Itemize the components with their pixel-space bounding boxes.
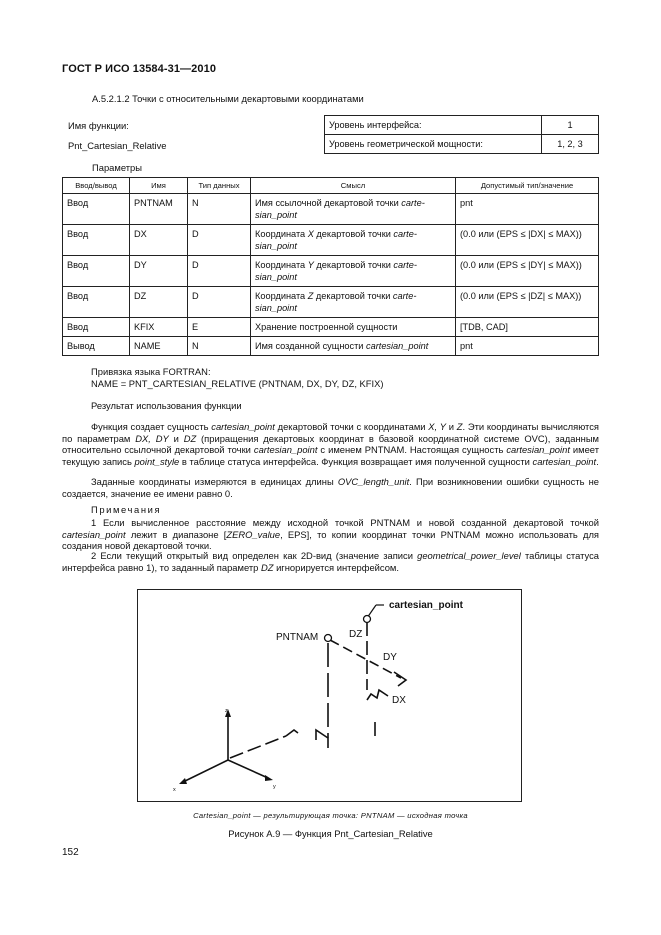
text-run: игнорируется интерфейсом. (273, 561, 399, 573)
text-run: 2 Если текущий открытый вид определен как 2D-вид (значение записи (91, 550, 418, 561)
cell-name: DZ (130, 287, 188, 318)
cell-type: N (188, 194, 251, 225)
offset-mark-1 (286, 730, 298, 736)
cell-io: Вывод (63, 337, 130, 356)
cell-allowed: pnt (456, 194, 599, 225)
italic-run: geometrical_power_level (417, 550, 521, 561)
meaning-italic: Z (307, 291, 314, 301)
cell-name: NAME (130, 337, 188, 356)
cell-allowed: (0.0 или (EPS ≤ |DY| ≤ MAX)) (456, 256, 599, 287)
label-pntnam: PNTNAM (276, 632, 319, 643)
params-label: Параметры (92, 162, 142, 173)
fortran-label: Привязка языка FORTRAN: (91, 366, 211, 377)
params-row (63, 318, 599, 337)
text-run: декартовой точки с координатами (274, 421, 429, 432)
cell-allowed: [TDB, CAD] (456, 318, 599, 337)
italic-run: point_style (134, 456, 180, 468)
cartesian-point (364, 616, 371, 623)
dx-marker (367, 690, 388, 700)
meaning-text: Координата (255, 229, 308, 239)
cell-meaning (251, 337, 456, 356)
label-cartesian-point: cartesian_point (389, 600, 463, 611)
cell-allowed: (0.0 или (EPS ≤ |DZ| ≤ MAX)) (456, 287, 599, 318)
cell-meaning (251, 194, 456, 225)
interface-row (325, 116, 599, 135)
text-run: таблицы статуса интерфейса равно 1), то заданный параметр (62, 550, 600, 573)
col-header-name: Имя (130, 178, 188, 194)
text-run: в таблице статуса интерфейса. Функция возвращает имя полученной сущности (179, 456, 533, 468)
text-run: . При возникновении ошибки сущность не создается, значение ее имени равно 0. (62, 476, 599, 499)
cell-meaning (251, 256, 456, 287)
italic-run: X, Y (428, 421, 446, 432)
figure-caption-legend: Cartesian_point — результирующая точка: PNTNAM — исходная точка (193, 811, 468, 820)
italic-run: cartesian_point (211, 421, 275, 432)
params-row (63, 337, 599, 356)
axis-label-y: y (273, 784, 276, 790)
italic-run: cartesian_point (62, 528, 126, 540)
italic-run: Z (456, 421, 463, 432)
meaning-text: Хранение построенной сущности (255, 322, 398, 332)
cell-type: N (188, 337, 251, 356)
text-run: с именем PNTNAM. Настоящая сущность (317, 444, 507, 456)
dy-marker (394, 672, 406, 686)
interface-value: 1, 2, 3 (542, 135, 599, 154)
cell-allowed: pnt (456, 337, 599, 356)
meaning-text: Имя ссылочной декартовой точки (255, 198, 402, 208)
italic-run: DZ (260, 561, 274, 573)
notes-label: Примечания (91, 504, 162, 515)
function-name: Pnt_Cartesian_Relative (68, 140, 167, 151)
params-row (63, 225, 599, 256)
col-header-type: Тип данных (188, 178, 251, 194)
col-header-meaning: Смысл (251, 178, 456, 194)
params-row (63, 287, 599, 318)
note-2 (62, 550, 599, 573)
cell-io: Ввод (63, 194, 130, 225)
meaning-text: Координата (255, 260, 308, 270)
offset-mark-2 (316, 730, 328, 748)
text-run: . Эти координаты вычисляются по параметрам (62, 421, 600, 444)
meaning-text: Координата (255, 291, 308, 301)
cell-io: Ввод (63, 256, 130, 287)
result-paragraph-1 (62, 421, 599, 468)
interface-label: Уровень геометрической мощности: (325, 135, 542, 154)
text-run: лежит в диапазоне [ (125, 528, 227, 540)
figure-frame (137, 589, 522, 802)
text-run: 1 Если вычисленное расстояние между исходной точкой PNTNAM и новой созданной декартовой точкой (91, 517, 599, 528)
page-number: 152 (62, 847, 79, 858)
fortran-code: NAME = PNT_CARTESIAN_RELATIVE (PNTNAM, DX, DY, DZ, KFIX) (91, 377, 384, 389)
label-dz: DZ (349, 629, 363, 640)
figure-caption: Рисунок А.9 — Функция Pnt_Cartesian_Relative (228, 828, 433, 839)
interface-value: 1 (542, 116, 599, 135)
italic-run: cartesian_point (506, 444, 570, 456)
label-dx: DX (392, 695, 406, 706)
italic-run: ZERO_value (226, 528, 281, 540)
cell-meaning (251, 225, 456, 256)
meaning-italic: carte-sian_point (255, 291, 417, 313)
cell-meaning (251, 287, 456, 318)
cell-name: KFIX (130, 318, 188, 337)
cell-type: D (188, 256, 251, 287)
cell-name: DX (130, 225, 188, 256)
cell-io: Ввод (63, 318, 130, 337)
text-run: и (168, 432, 184, 444)
cell-name: DY (130, 256, 188, 287)
document-header: ГОСТ Р ИСО 13584-31—2010 (62, 63, 217, 75)
params-header-row (63, 178, 599, 194)
meaning-italic: X (307, 229, 314, 239)
section-title: А.5.2.1.2 Точки с относительными декартовыми координатами (92, 93, 364, 104)
meaning-italic: carte-sian_point (255, 229, 417, 251)
meaning-text: Имя созданной сущности (255, 341, 366, 351)
text-run: Заданные координаты измеряются в единицах длины (91, 476, 338, 487)
y-axis-arrow (265, 775, 273, 781)
dashed-ground-line (230, 736, 286, 758)
italic-run: DZ (183, 432, 197, 444)
note-1 (62, 517, 599, 552)
italic-run: DX, DY (135, 432, 169, 444)
cell-type: D (188, 225, 251, 256)
meaning-italic: Y (307, 260, 314, 270)
cell-io: Ввод (63, 225, 130, 256)
cell-type: E (188, 318, 251, 337)
params-table (62, 177, 599, 356)
text-run: . (596, 456, 599, 468)
meaning-text: декартовой точки (313, 291, 393, 301)
text-run: Функция создает сущность (91, 421, 212, 432)
italic-run: cartesian_point (532, 456, 597, 468)
text-run: имеет текущую запись (62, 444, 599, 468)
figure-diagram (138, 590, 521, 801)
cell-allowed: (0.0 или (EPS ≤ |DX| ≤ MAX)) (456, 225, 599, 256)
interface-row (325, 135, 599, 154)
fortran-binding (91, 366, 384, 389)
result-label: Результат использования функции (91, 400, 242, 411)
italic-run: OVC_length_unit (337, 476, 410, 487)
text-run: и (445, 421, 457, 432)
params-row (63, 194, 599, 225)
function-name-label: Имя функции: (68, 120, 129, 131)
italic-run: cartesian_point (253, 444, 318, 456)
text-run: (приращения декартовых координат в базовой координатной системе OVC), заданным относительно ссылочной декартовой точки (62, 432, 599, 456)
col-header-allowed: Допустимый тип/значение (456, 178, 599, 194)
text-run: , EPS], то копии координат точки PNTNAM можно использовать для создания новой декартовой точки. (62, 528, 599, 552)
cell-meaning (251, 318, 456, 337)
params-row (63, 256, 599, 287)
result-paragraph-2 (62, 476, 599, 499)
interface-table (324, 115, 599, 154)
meaning-text: декартовой точки (313, 260, 394, 270)
meaning-text: декартовой точки (313, 229, 394, 239)
label-dy: DY (383, 652, 397, 663)
x-axis-arrow (179, 778, 187, 784)
pntnam-point (325, 635, 332, 642)
col-header-io: Ввод/вывод (63, 178, 130, 194)
axis-label-x: x (173, 787, 176, 793)
cell-name: PNTNAM (130, 194, 188, 225)
meaning-italic: carte-sian_point (255, 260, 417, 282)
cell-io: Ввод (63, 287, 130, 318)
x-axis-line (183, 760, 228, 782)
y-axis-line (228, 760, 268, 778)
axis-label-z: z (225, 708, 228, 714)
cell-type: D (188, 287, 251, 318)
meaning-italic: carte-sian_point (255, 198, 425, 220)
meaning-italic: cartesian_point (366, 341, 429, 351)
interface-label: Уровень интерфейса: (325, 116, 542, 135)
